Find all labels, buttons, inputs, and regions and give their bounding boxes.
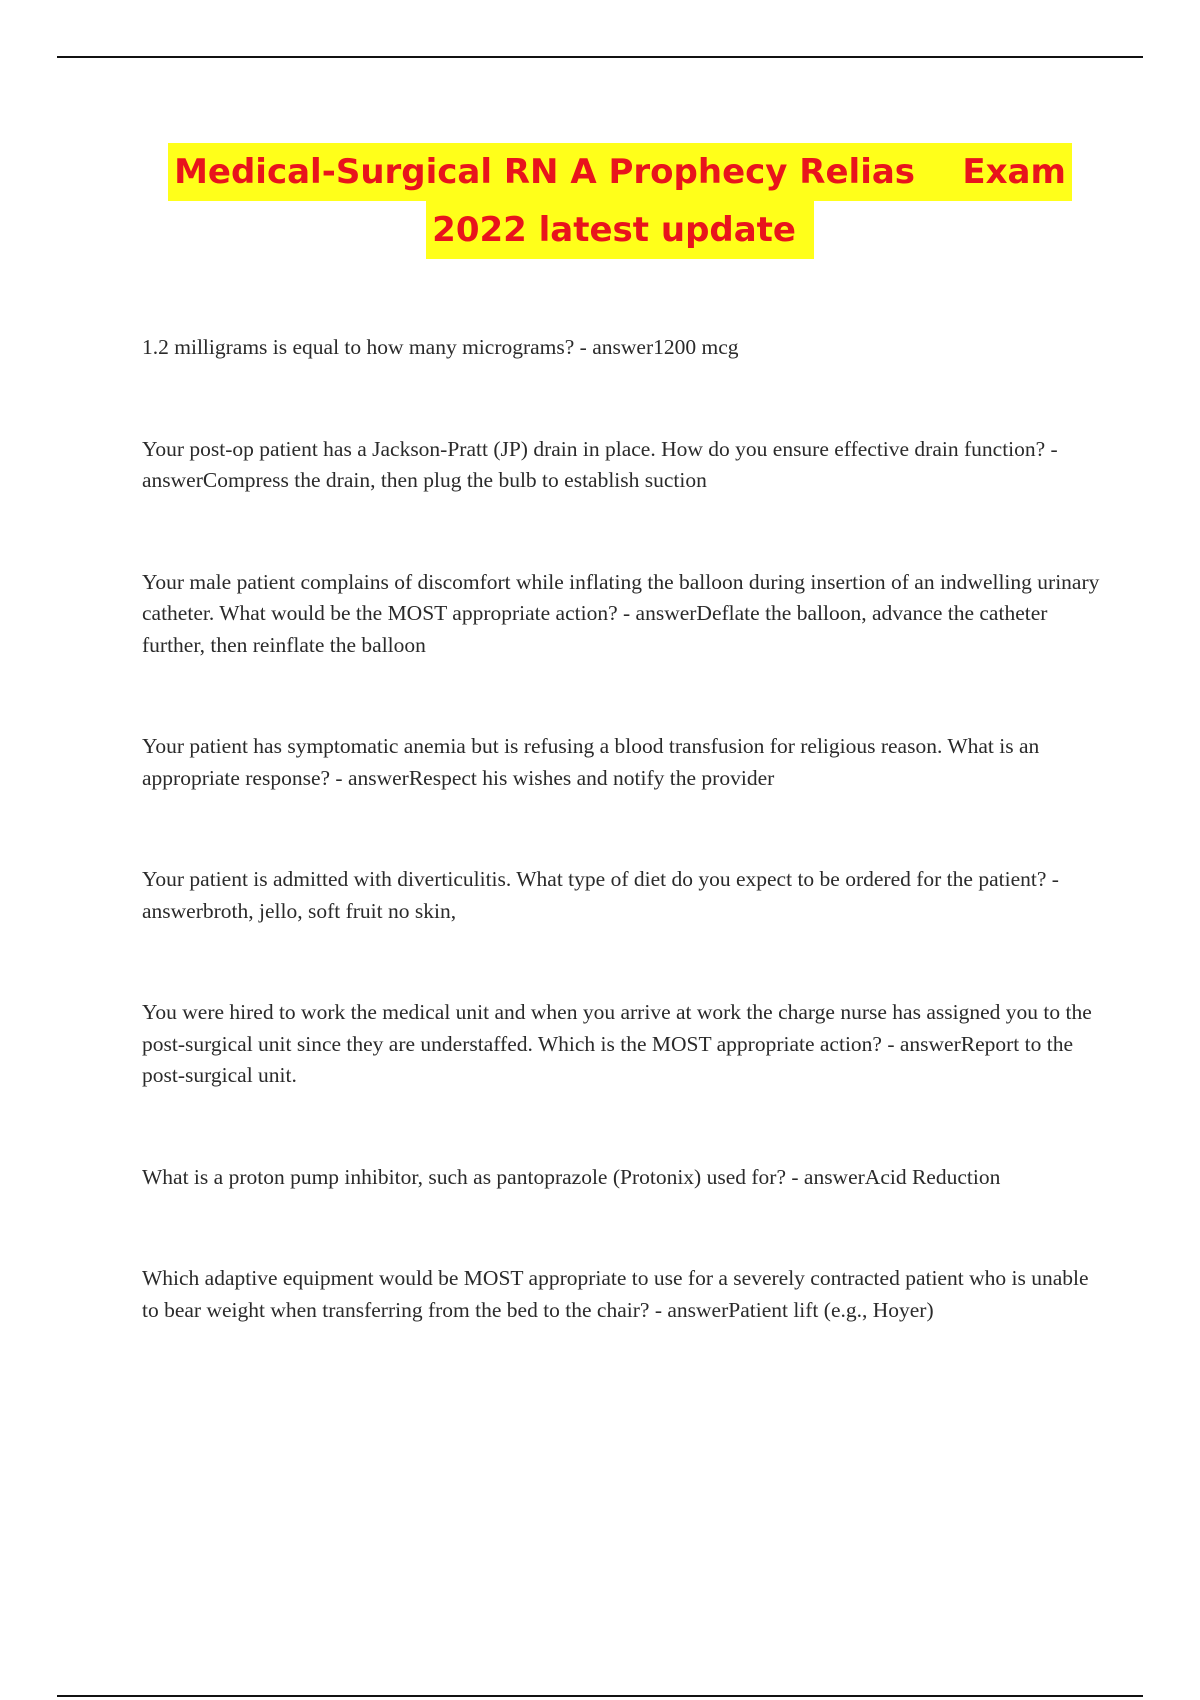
qa-item-7: What is a proton pump inhibitor, such as pantoprazole (Protonix) used for? - answerAcid Reduction	[142, 1164, 1001, 1189]
title-line-1: Medical-Surgical RN A Prophecy Relias Exam	[168, 143, 1072, 201]
qa-item-3: Your male patient complains of discomfort while inflating the balloon during insertion of an indwelling urinary catheter. What would be the MOST appropriate action? - answerDeflate the balloon, advance the catheter further, then reinflate the balloon	[142, 569, 1100, 657]
qa-item-6: You were hired to work the medical unit and when you arrive at work the charge nurse has assigned you to the post-surgical unit since they are understaffed. Which is the MOST appropriate action? - answerReport to the post-surgical unit.	[142, 1000, 1092, 1087]
bottom-rule	[57, 1695, 1143, 1697]
document-title	[140, 143, 1100, 259]
qa-item-2: Your post-op patient has a Jackson-Pratt (JP) drain in place. How do you ensure effective drain function? - answerCompress the drain, then plug the bulb to establish suction	[142, 436, 1058, 492]
qa-item-5: Your patient is admitted with diverticulitis. What type of diet do you expect to be ordered for the patient? - answerbroth, jello, soft fruit no skin,	[142, 867, 1059, 923]
title-line-2: 2022 latest update	[426, 201, 814, 259]
question-answer-list	[142, 332, 1102, 1326]
top-rule	[57, 56, 1143, 58]
qa-item-8: Which adaptive equipment would be MOST appropriate to use for a severely contracted patient who is unable to bear weight when transferring from the bed to the chair? - answerPatient lift (e.g., Hoyer)	[142, 1266, 1089, 1322]
qa-item-1: 1.2 milligrams is equal to how many micrograms? - answer1200 mcg	[142, 335, 739, 359]
qa-item-4: Your patient has symptomatic anemia but is refusing a blood transfusion for religious reason. What is an appropriate response? - answerRespect his wishes and notify the provider	[142, 734, 1040, 790]
